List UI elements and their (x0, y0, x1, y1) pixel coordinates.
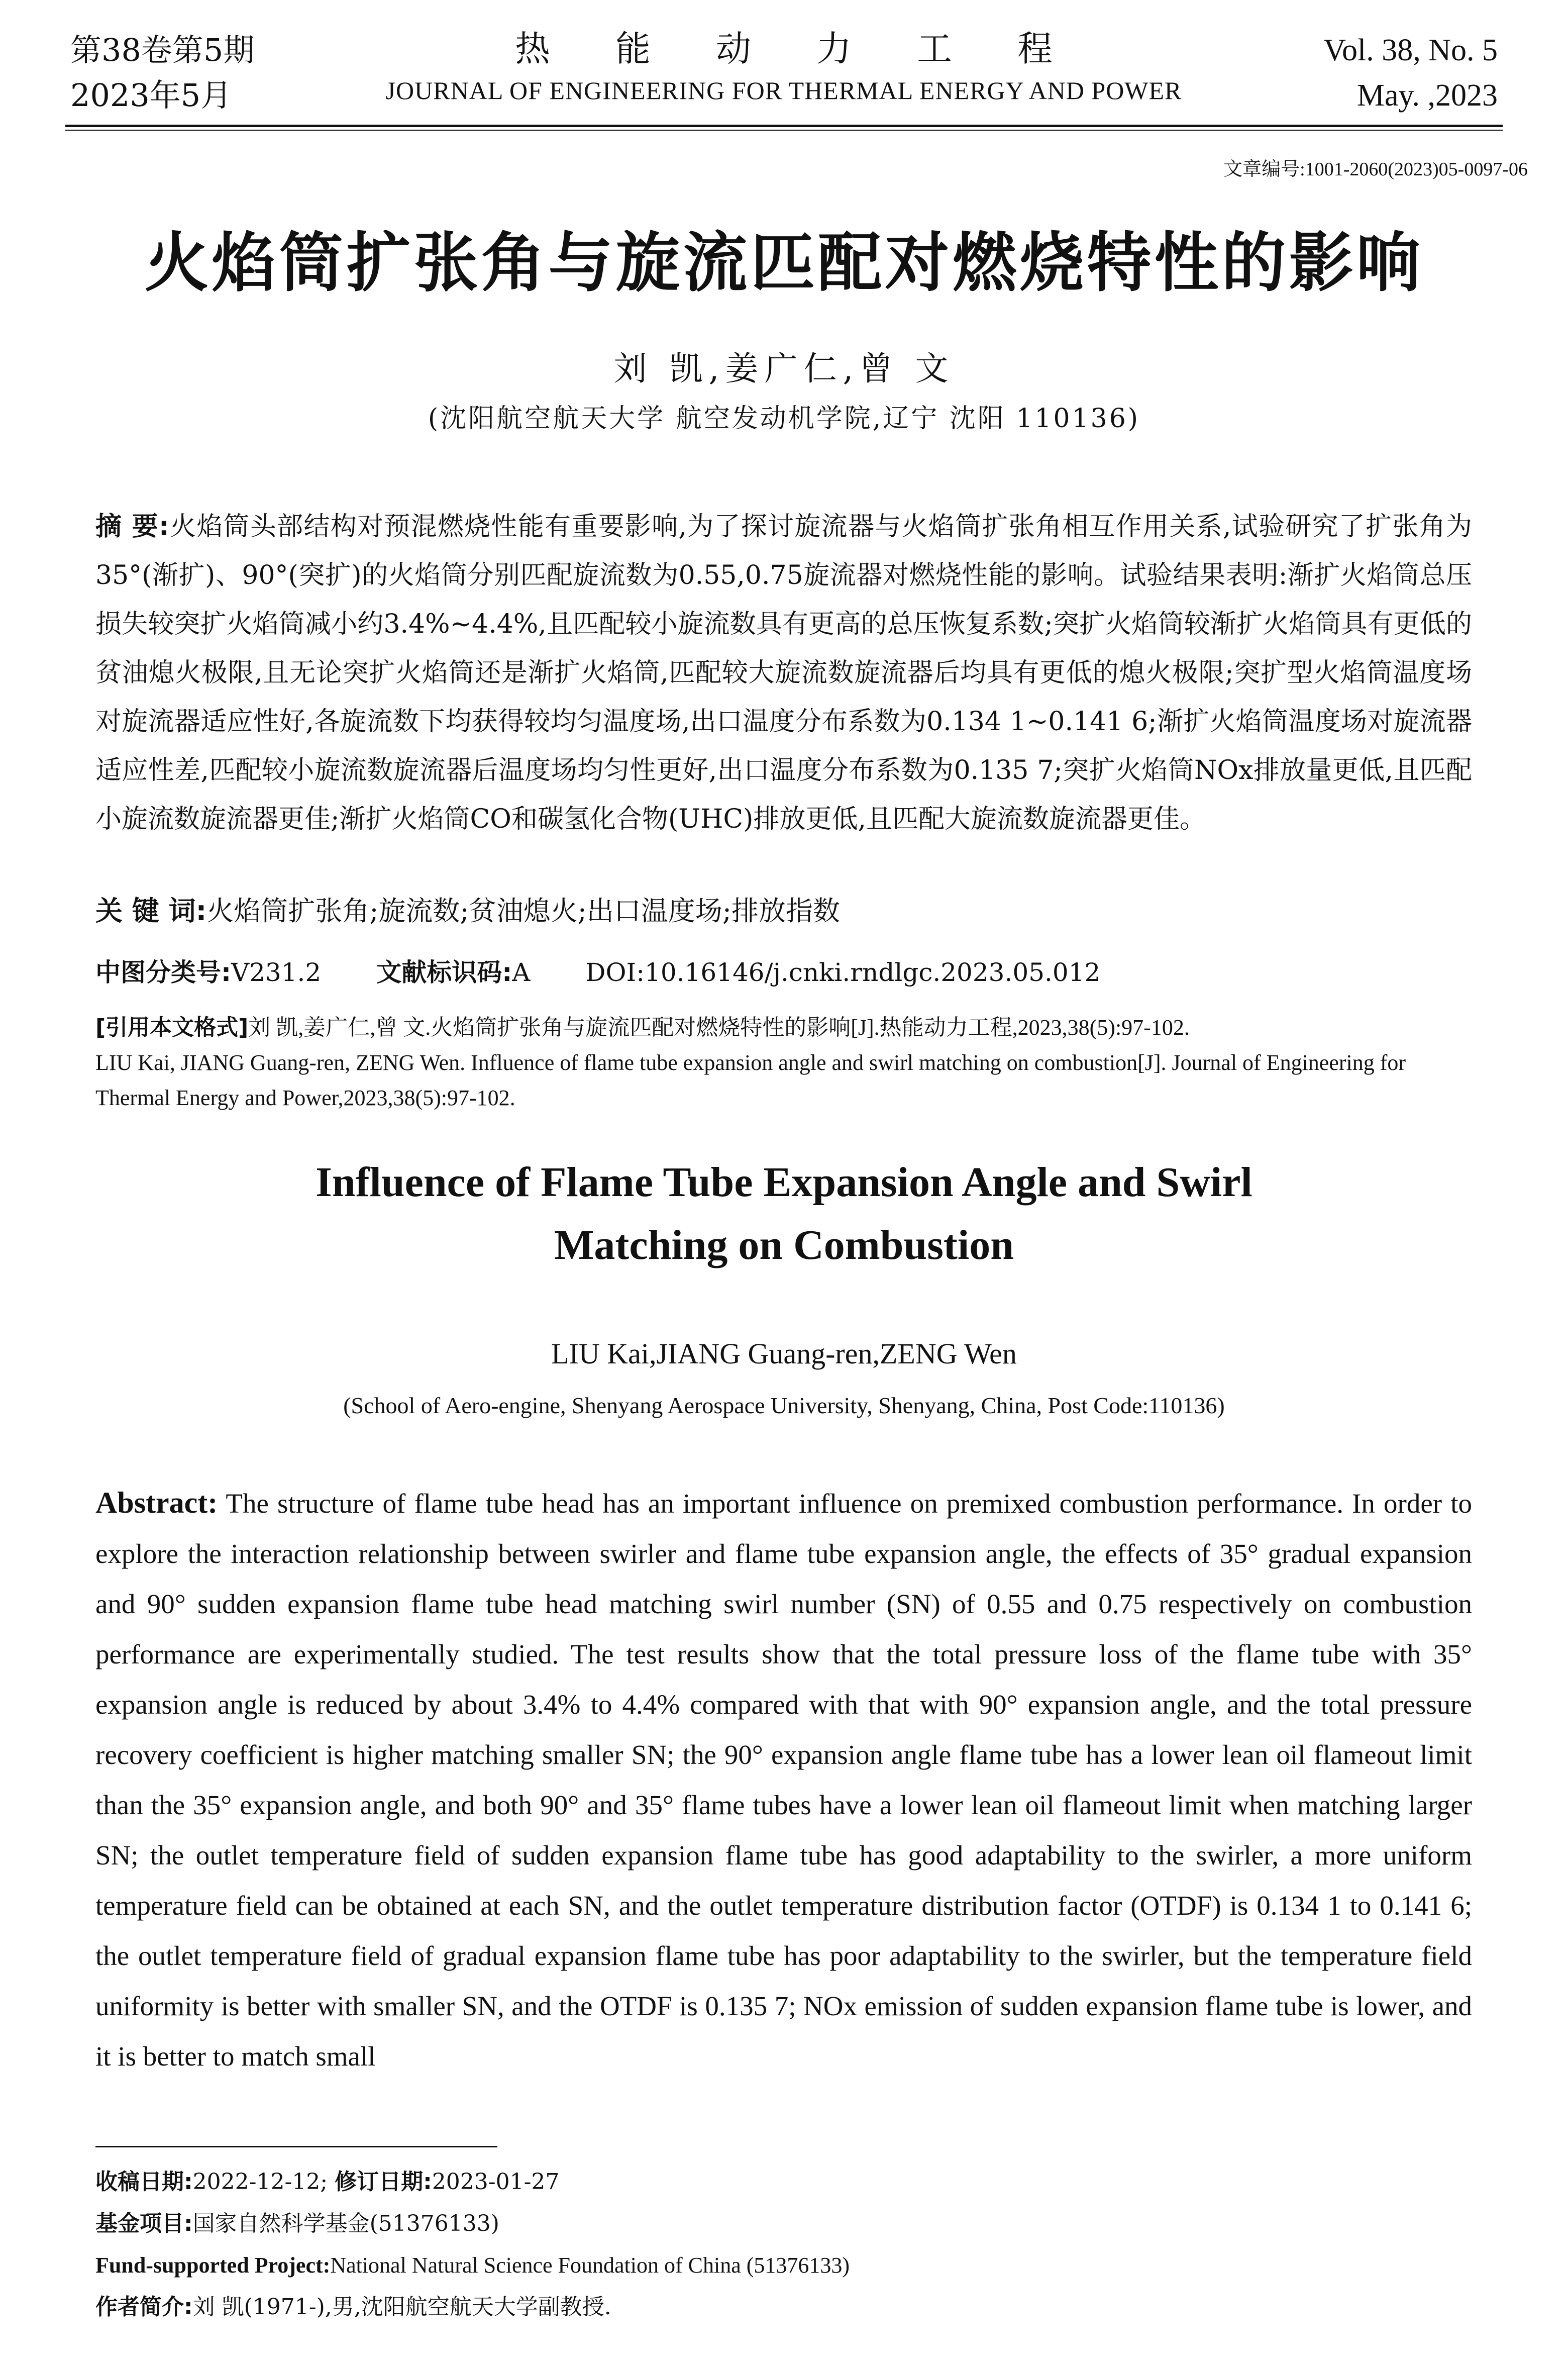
citation-block (95, 1010, 1472, 1116)
article-number: 文章编号:1001-2060(2023)05-0097-06 (1223, 159, 1528, 180)
keywords-label: 关 键 词: (95, 895, 207, 927)
abstract-cn (95, 503, 1472, 844)
issue-info-en (1323, 28, 1498, 118)
citation-label: [引用本文格式] (95, 1015, 249, 1040)
abstract-cn-text: 火焰筒头部结构对预混燃烧性能有重要影响,为了探讨旋流器与火焰筒扩张角相互作用关系,试验研究了扩张角为35°(渐扩)、90°(突扩)的火焰筒分别匹配旋流数为0.55,0.75旋流器对燃烧性能的影响。试验结果表明:渐扩火焰筒总压损失较突扩火焰筒减小约3.4%~4.4%,且匹配较小旋流数具有更高的总压恢复系数;突扩火焰筒较渐扩火焰筒具有更低的贫油熄火极限,且无论突扩火焰筒还是渐扩火焰筒,匹配较大旋流数旋流器后均具有更低的熄火极限;突扩型火焰筒温度场对旋流器适应性好,各旋流数下均获得较均匀温度场,出口温度分布系数为0.134 1~0.141 6;渐扩火焰筒温度场对旋流器适应性差,匹配较小旋流数旋流器后温度场均匀性更好,出口温度分布系数为0.135 7;突扩火焰筒NOx排放量更低,且匹配小旋流数旋流器更佳;渐扩火焰筒CO和碳氢化合物(UHC)排放更低,且匹配大旋流数旋流器更佳。 (95, 512, 1472, 834)
date-en: May. ,2023 (1356, 78, 1498, 113)
abstract-en-text: The structure of flame tube head has an important influence on premixed combustion performance. In order to explore the interaction relationship between swirler and flame tube expansion angle, the effects of 35° gradual expansion and 90° sudden expansion flame tube head matching swirl number (SN) of 0.55 and 0.75 respectively on combustion performance are experimentally studied. The test results show that the total pressure loss of the flame tube with 35° expansion angle is reduced by about 3.4% to 4.4% compared with that with 90° expansion angle, and the total pressure recovery coefficient is higher matching smaller SN; the 90° expansion angle flame tube has a lower lean oil flameout limit than the 35° expansion angle, and both 90° and 35° flame tubes have a lower lean oil flameout limit when matching larger SN; the outlet temperature field of sudden expansion flame tube has good adaptability to the swirler, a more uniform temperature field can be obtained at each SN, and the outlet temperature distribution factor (OTDF) is 0.134 1 to 0.141 6; the outlet temperature field of gradual expansion flame tube has poor adaptability to the swirler, but the temperature field uniformity is better with smaller SN, and the OTDF is 0.135 7; NOx emission of sudden expansion flame tube is lower, and it is better to match small (95, 1488, 1472, 2072)
issue-info-cn (70, 28, 254, 118)
abstract-en (95, 1478, 1472, 2082)
authors-cn: 刘 凯,姜广仁,曾 文 (613, 349, 955, 388)
fund-line-en (95, 2244, 1472, 2286)
doc-code-label: 文献标识码: (376, 958, 512, 987)
author-bio-label: 作者简介: (95, 2294, 193, 2320)
revised-label: 修订日期: (335, 2169, 432, 2195)
citation-en: LIU Kai, JIANG Guang-ren, ZENG Wen. Influence of flame tube expansion angle and swirl matching on combustion[J]. Journal of Engineering for Thermal Energy and Power,2023,38(5):97-102. (95, 1050, 1406, 1110)
clc-value: V231.2 (231, 958, 322, 987)
journal-title-en: JOURNAL OF ENGINEERING FOR THERMAL ENERGY AND POWER (385, 76, 1182, 105)
author-bio-text: 刘 凯(1971-),男,沈阳航空航天大学副教授. (192, 2294, 611, 2320)
journal-title-cn: 热能动力工程 (515, 28, 1118, 69)
date-cn: 2023年5月 (70, 77, 232, 114)
fund-line-cn (95, 2203, 1472, 2244)
fund-text: 国家自然科学基金(51376133) (192, 2211, 499, 2236)
keywords-text: 火焰筒扩张角;旋流数;贫油熄火;出口温度场;排放指数 (206, 895, 840, 927)
header-rule-thick (65, 125, 1503, 127)
paper-title-en (0, 1151, 1568, 1276)
abstract-cn-label: 摘 要: (95, 512, 169, 542)
doc-code-value: A (512, 958, 531, 987)
footnote-rule (95, 2146, 497, 2147)
author-bio-line (95, 2286, 1472, 2328)
revised-date: 2023-01-27 (432, 2169, 560, 2195)
paper-title-en-line1: Influence of Flame Tube Expansion Angle and Swirl (316, 1159, 1252, 1206)
received-label: 收稿日期: (95, 2169, 193, 2195)
citation-cn: 刘 凯,姜广仁,曾 文.火焰筒扩张角与旋流匹配对燃烧特性的影响[J].热能动力工程,2023,38(5):97-102. (248, 1015, 1190, 1040)
doi: DOI:10.16146/j.cnki.rndlgc.2023.05.012 (585, 958, 1101, 987)
header-rule-thin (65, 130, 1503, 131)
footnotes (95, 2161, 1472, 2328)
paper-title-en-line2: Matching on Combustion (554, 1222, 1014, 1268)
affiliation-cn: (沈阳航空航天大学 航空发动机学院,辽宁 沈阳 110136) (428, 404, 1140, 434)
affiliation-en: (School of Aero-engine, Shenyang Aerospace University, Shenyang, China, Post Code:110136) (343, 1393, 1225, 1418)
volume-cn: 第38卷第5期 (70, 32, 255, 68)
abstract-en-label: Abstract: (95, 1486, 218, 1519)
classification-row (95, 952, 1472, 989)
authors-en: LIU Kai,JIANG Guang-ren,ZENG Wen (551, 1337, 1017, 1370)
journal-title (301, 25, 1266, 108)
dates-line (95, 2161, 1472, 2203)
received-date: 2022-12-12; (192, 2169, 328, 2195)
keywords-cn (95, 890, 1472, 928)
fund-en-text: National Natural Science Foundation of China (51376133) (330, 2253, 850, 2278)
volume-en: Vol. 38, No. 5 (1323, 33, 1498, 67)
fund-en-label: Fund-supported Project: (95, 2253, 331, 2278)
fund-label: 基金项目: (95, 2211, 193, 2236)
paper-title-cn: 火焰筒扩张角与旋流匹配对燃烧特性的影响 (144, 226, 1424, 301)
clc-label: 中图分类号: (95, 958, 231, 987)
